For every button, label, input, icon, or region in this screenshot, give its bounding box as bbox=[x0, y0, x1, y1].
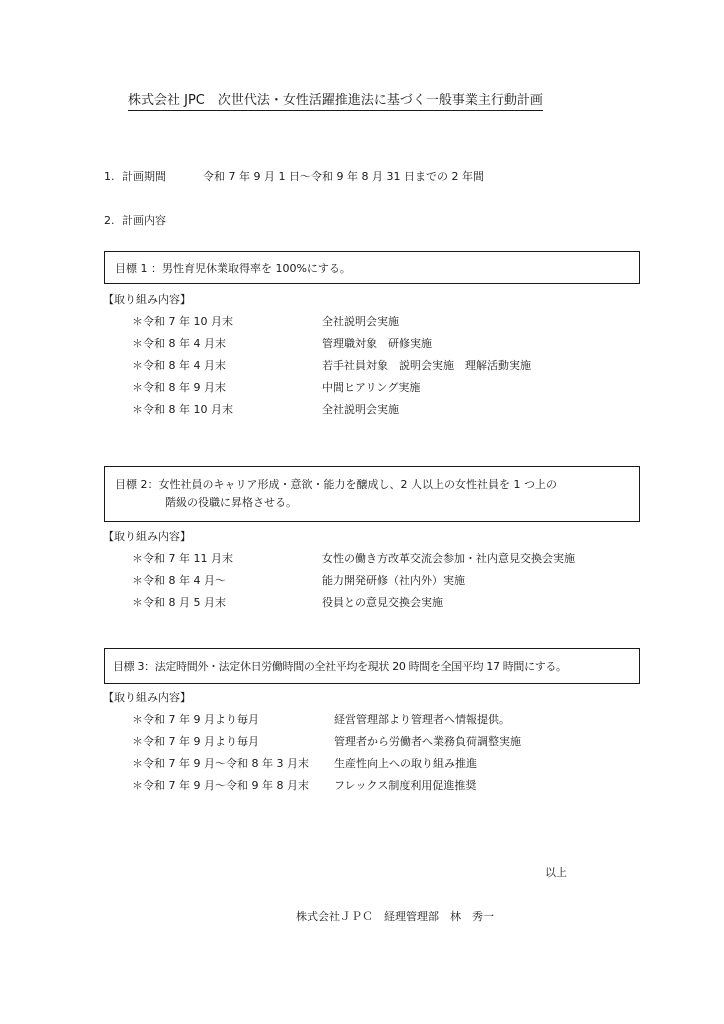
goal-3-action-date: ＊令和 7 年 9 月より毎月 bbox=[132, 735, 259, 748]
goal-3-action-date: ＊令和 7 年 9 月～令和 9 年 8 月末 bbox=[132, 779, 309, 792]
goal-1-action-date: ＊令和 8 年 4 月末 bbox=[132, 359, 226, 372]
goal-2-actions-heading: 【取り組み内容】 bbox=[103, 530, 191, 543]
goal-1-action-date: ＊令和 8 年 4 月末 bbox=[132, 337, 226, 350]
goal-3-action-desc: 管理者から労働者へ業務負荷調整実施 bbox=[334, 735, 521, 748]
section-2 bbox=[104, 215, 166, 226]
closing-text: 以上 bbox=[545, 866, 567, 879]
document-title: 株式会社 JPC 次世代法・女性活躍推進法に基づく一般事業主行動計画 bbox=[128, 94, 543, 111]
section-1-number: 1. bbox=[104, 170, 115, 183]
goal-1-action-desc: 全社説明会実施 bbox=[322, 403, 399, 416]
goal-1-action-date: ＊令和 7 年 10 月末 bbox=[132, 315, 233, 328]
goal-2-text-line-1: 目標 2：女性社員のキャリア形成・意欲・能力を醸成し、2 人以上の女性社員を 1 つ上の bbox=[115, 478, 557, 491]
goal-3-actions-heading: 【取り組み内容】 bbox=[103, 691, 191, 704]
section-1-label: 計画期間 bbox=[122, 170, 166, 183]
goal-2-action-desc: 役員との意見交換会実施 bbox=[322, 596, 443, 609]
goal-1-action-date: ＊令和 8 年 9 月末 bbox=[132, 381, 226, 394]
goal-2-action-date: ＊令和 7 年 11 月末 bbox=[132, 552, 233, 565]
goal-2-action-date: ＊令和 8 月 5 月末 bbox=[132, 596, 226, 609]
goal-3-action-date: ＊令和 7 年 9 月～令和 8 年 3 月末 bbox=[132, 757, 309, 770]
goal-1-action-desc: 管理職対象 研修実施 bbox=[322, 337, 432, 350]
goal-1-text: 目標 1 ：男性育児休業取得率を 100%にする。 bbox=[115, 262, 351, 275]
goal-1-action-desc: 中間ヒアリング実施 bbox=[322, 381, 421, 394]
goal-2-action-date: ＊令和 8 年 4 月～ bbox=[132, 574, 226, 587]
author-signature: 株式会社ＪＰＣ 経理管理部 林 秀一 bbox=[296, 910, 494, 923]
goal-1-action-date: ＊令和 8 年 10 月末 bbox=[132, 403, 233, 416]
goal-2-action-desc: 女性の働き方改革交流会参加・社内意見交換会実施 bbox=[322, 552, 575, 565]
goal-3-action-desc: 生産性向上への取り組み推進 bbox=[334, 757, 477, 770]
section-1 bbox=[104, 171, 166, 182]
goal-1-action-desc: 全社説明会実施 bbox=[322, 315, 399, 328]
goal-1-action-desc: 若手社員対象 説明会実施 理解活動実施 bbox=[322, 359, 531, 372]
goal-1-actions-heading: 【取り組み内容】 bbox=[103, 293, 191, 306]
goal-3-text: 目標 3：法定時間外・法定休日労働時間の全社平均を現状 20 時間を全国平均 17 時間にする。 bbox=[113, 660, 567, 673]
section-2-label: 計画内容 bbox=[122, 214, 166, 227]
goal-3-action-desc: 経営管理部より管理者へ情報提供。 bbox=[334, 713, 510, 726]
goal-2-text-line-2: 階級の役職に昇格させる。 bbox=[165, 496, 297, 509]
goal-1-box bbox=[104, 251, 640, 284]
section-1-value: 令和 7 年 9 月 1 日～令和 9 年 8 月 31 日までの 2 年間 bbox=[203, 170, 484, 183]
goal-3-action-desc: フレックス制度利用促進推奨 bbox=[334, 779, 477, 792]
goal-2-box bbox=[104, 466, 640, 522]
section-2-number: 2. bbox=[104, 214, 115, 227]
goal-3-box bbox=[104, 648, 640, 684]
goal-2-action-desc: 能力開発研修（社内外）実施 bbox=[322, 574, 465, 587]
goal-3-action-date: ＊令和 7 年 9 月より毎月 bbox=[132, 713, 259, 726]
